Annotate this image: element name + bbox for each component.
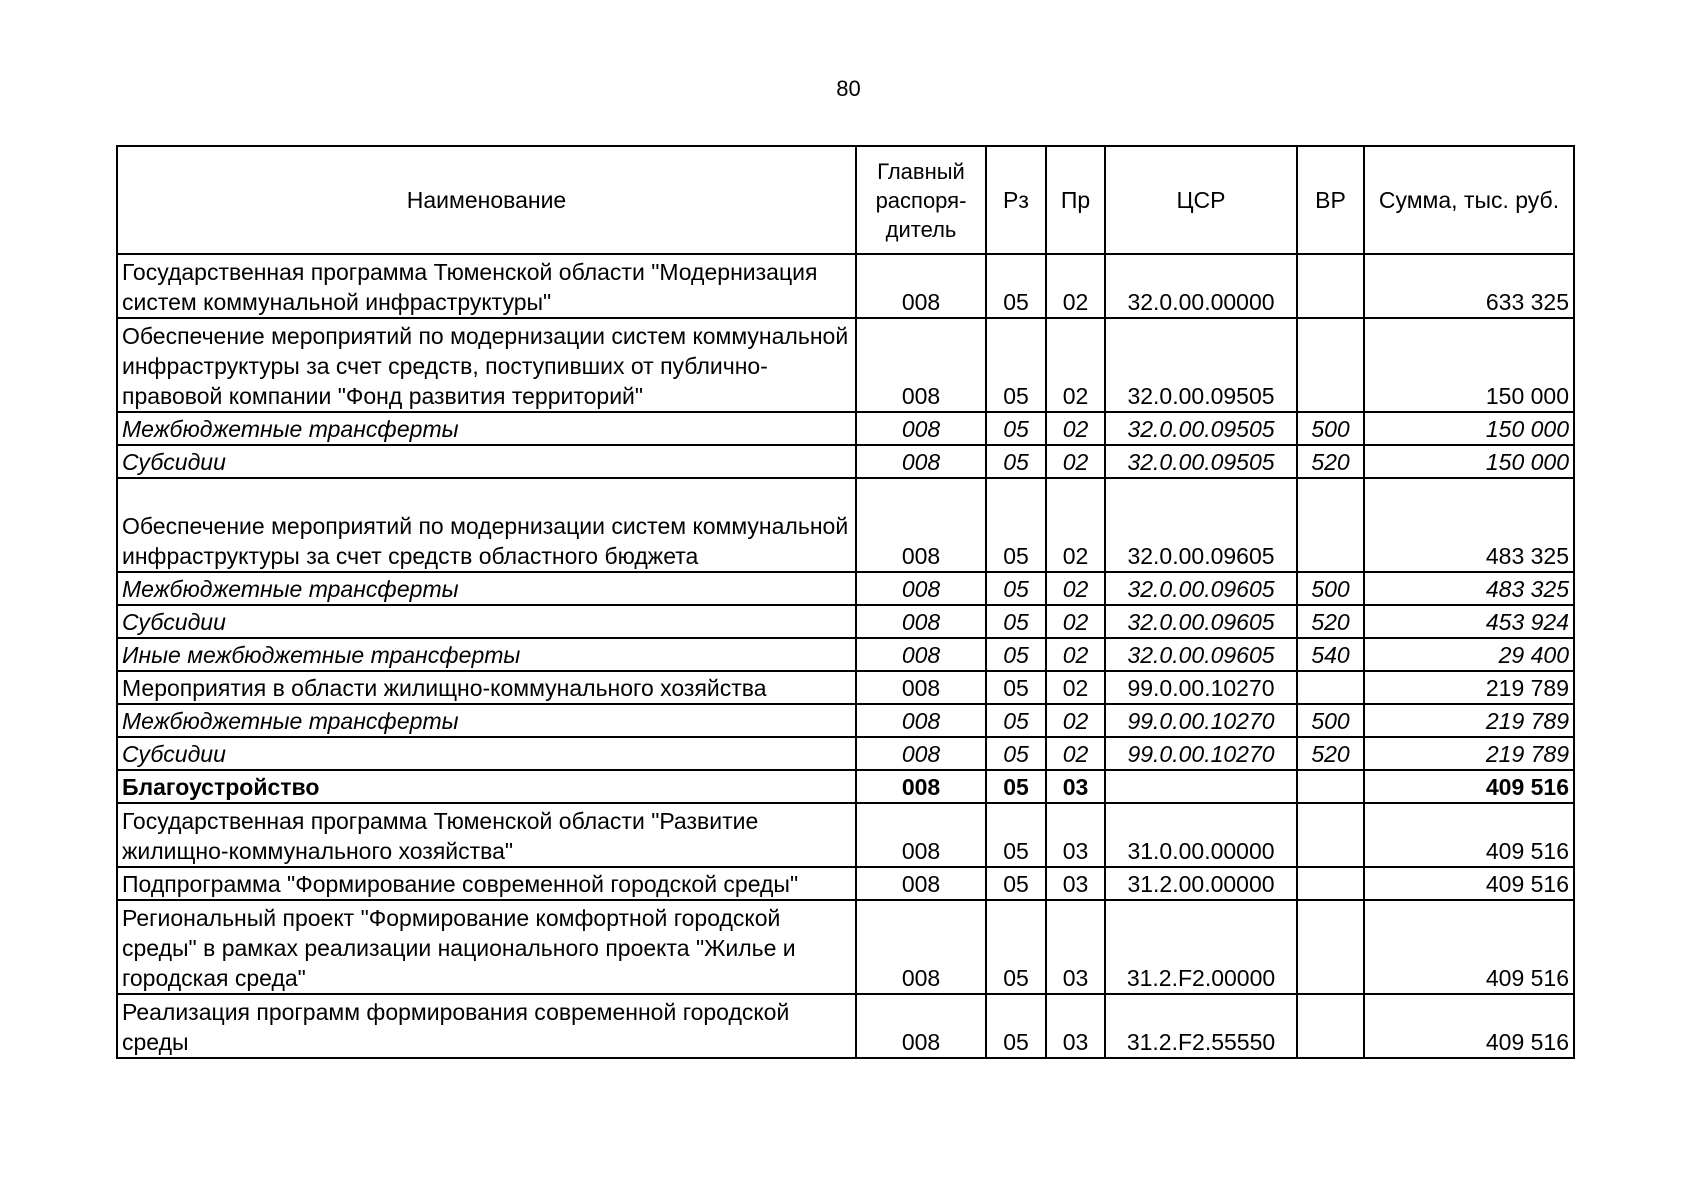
row-main-manager: 008 xyxy=(856,478,986,572)
row-sum: 219 789 xyxy=(1364,704,1574,737)
row-csr: 32.0.00.00000 xyxy=(1105,254,1297,318)
table-row xyxy=(117,671,1574,704)
row-name: Государственная программа Тюменской области "Развитие жилищно-коммунального хозяйства" xyxy=(117,803,856,867)
row-csr: 99.0.00.10270 xyxy=(1105,704,1297,737)
row-pr: 02 xyxy=(1046,318,1105,412)
row-vr xyxy=(1297,994,1364,1058)
header-csr: ЦСР xyxy=(1105,146,1297,254)
row-rz: 05 xyxy=(986,572,1046,605)
row-rz: 05 xyxy=(986,605,1046,638)
row-name: Обеспечение мероприятий по модернизации систем коммунальной инфраструктуры за счет средств, поступивших от публично-правовой компании "Фонд развития территорий" xyxy=(117,318,856,412)
row-main-manager: 008 xyxy=(856,605,986,638)
row-pr: 02 xyxy=(1046,572,1105,605)
header-vr: ВР xyxy=(1297,146,1364,254)
row-pr: 03 xyxy=(1046,803,1105,867)
row-sum: 219 789 xyxy=(1364,737,1574,770)
table-header-row xyxy=(117,146,1574,254)
row-sum: 150 000 xyxy=(1364,318,1574,412)
row-vr xyxy=(1297,318,1364,412)
table-row xyxy=(117,994,1574,1058)
table-row xyxy=(117,572,1574,605)
row-name: Межбюджетные трансферты xyxy=(117,704,856,737)
header-name: Наименование xyxy=(117,146,856,254)
table-row xyxy=(117,867,1574,900)
row-sum: 219 789 xyxy=(1364,671,1574,704)
table-row xyxy=(117,737,1574,770)
row-vr xyxy=(1297,770,1364,803)
row-sum: 409 516 xyxy=(1364,867,1574,900)
table-row xyxy=(117,445,1574,478)
row-main-manager: 008 xyxy=(856,704,986,737)
row-rz: 05 xyxy=(986,478,1046,572)
row-main-manager: 008 xyxy=(856,737,986,770)
row-main-manager: 008 xyxy=(856,803,986,867)
row-pr: 02 xyxy=(1046,478,1105,572)
row-name: Межбюджетные трансферты xyxy=(117,412,856,445)
row-name: Региональный проект "Формирование комфортной городской среды" в рамках реализации национального проекта "Жилье и городская среда" xyxy=(117,900,856,994)
row-vr xyxy=(1297,900,1364,994)
row-rz: 05 xyxy=(986,412,1046,445)
row-name: Субсидии xyxy=(117,737,856,770)
row-rz: 05 xyxy=(986,803,1046,867)
table-row xyxy=(117,605,1574,638)
row-csr: 99.0.00.10270 xyxy=(1105,737,1297,770)
table-row xyxy=(117,704,1574,737)
row-rz: 05 xyxy=(986,737,1046,770)
row-csr: 32.0.00.09505 xyxy=(1105,318,1297,412)
row-rz: 05 xyxy=(986,445,1046,478)
row-csr: 32.0.00.09605 xyxy=(1105,605,1297,638)
table-row xyxy=(117,318,1574,412)
row-vr: 540 xyxy=(1297,638,1364,671)
row-csr: 31.2.00.00000 xyxy=(1105,867,1297,900)
row-csr: 31.2.F2.55550 xyxy=(1105,994,1297,1058)
budget-table xyxy=(116,145,1575,1059)
page-number: 80 xyxy=(836,76,861,101)
row-sum: 409 516 xyxy=(1364,994,1574,1058)
row-vr xyxy=(1297,867,1364,900)
row-rz: 05 xyxy=(986,671,1046,704)
row-sum: 483 325 xyxy=(1364,572,1574,605)
row-vr: 500 xyxy=(1297,704,1364,737)
table-row xyxy=(117,803,1574,867)
row-vr: 520 xyxy=(1297,737,1364,770)
table-row xyxy=(117,478,1574,572)
row-pr: 02 xyxy=(1046,638,1105,671)
row-pr: 03 xyxy=(1046,867,1105,900)
row-name: Подпрограмма "Формирование современной городской среды" xyxy=(117,867,856,900)
row-name: Государственная программа Тюменской области "Модернизация систем коммунальной инфраструктуры" xyxy=(117,254,856,318)
row-vr xyxy=(1297,478,1364,572)
row-vr xyxy=(1297,803,1364,867)
table-row xyxy=(117,638,1574,671)
row-pr: 02 xyxy=(1046,671,1105,704)
row-main-manager: 008 xyxy=(856,572,986,605)
row-pr: 03 xyxy=(1046,900,1105,994)
row-sum: 409 516 xyxy=(1364,900,1574,994)
row-main-manager: 008 xyxy=(856,994,986,1058)
row-rz: 05 xyxy=(986,704,1046,737)
row-sum: 29 400 xyxy=(1364,638,1574,671)
table-row xyxy=(117,254,1574,318)
row-main-manager: 008 xyxy=(856,867,986,900)
row-csr: 32.0.00.09605 xyxy=(1105,478,1297,572)
row-vr: 500 xyxy=(1297,412,1364,445)
row-csr: 32.0.00.09505 xyxy=(1105,445,1297,478)
table-row xyxy=(117,900,1574,994)
row-main-manager: 008 xyxy=(856,770,986,803)
row-main-manager: 008 xyxy=(856,671,986,704)
row-vr: 520 xyxy=(1297,605,1364,638)
row-sum: 409 516 xyxy=(1364,770,1574,803)
header-pr: Пр xyxy=(1046,146,1105,254)
header-rz: Рз xyxy=(986,146,1046,254)
row-sum: 633 325 xyxy=(1364,254,1574,318)
row-csr: 32.0.00.09605 xyxy=(1105,572,1297,605)
row-name: Реализация программ формирования современной городской среды xyxy=(117,994,856,1058)
row-vr: 500 xyxy=(1297,572,1364,605)
row-main-manager: 008 xyxy=(856,318,986,412)
row-csr xyxy=(1105,770,1297,803)
row-name: Благоустройство xyxy=(117,770,856,803)
row-name: Субсидии xyxy=(117,605,856,638)
row-main-manager: 008 xyxy=(856,412,986,445)
row-name: Межбюджетные трансферты xyxy=(117,572,856,605)
row-sum: 409 516 xyxy=(1364,803,1574,867)
row-pr: 02 xyxy=(1046,445,1105,478)
row-csr: 31.0.00.00000 xyxy=(1105,803,1297,867)
row-pr: 02 xyxy=(1046,412,1105,445)
table-row xyxy=(117,412,1574,445)
row-name: Обеспечение мероприятий по модернизации систем коммунальной инфраструктуры за счет средств областного бюджета xyxy=(117,478,856,572)
row-name: Субсидии xyxy=(117,445,856,478)
row-main-manager: 008 xyxy=(856,900,986,994)
row-sum: 483 325 xyxy=(1364,478,1574,572)
header-sum: Сумма, тыс. руб. xyxy=(1364,146,1574,254)
row-csr: 31.2.F2.00000 xyxy=(1105,900,1297,994)
row-vr: 520 xyxy=(1297,445,1364,478)
table-row xyxy=(117,770,1574,803)
row-csr: 99.0.00.10270 xyxy=(1105,671,1297,704)
row-csr: 32.0.00.09505 xyxy=(1105,412,1297,445)
row-pr: 02 xyxy=(1046,605,1105,638)
row-csr: 32.0.00.09605 xyxy=(1105,638,1297,671)
row-sum: 150 000 xyxy=(1364,445,1574,478)
row-rz: 05 xyxy=(986,318,1046,412)
row-rz: 05 xyxy=(986,770,1046,803)
row-sum: 150 000 xyxy=(1364,412,1574,445)
row-rz: 05 xyxy=(986,254,1046,318)
row-pr: 02 xyxy=(1046,704,1105,737)
row-main-manager: 008 xyxy=(856,254,986,318)
row-rz: 05 xyxy=(986,900,1046,994)
row-rz: 05 xyxy=(986,638,1046,671)
row-vr xyxy=(1297,254,1364,318)
row-sum: 453 924 xyxy=(1364,605,1574,638)
row-pr: 03 xyxy=(1046,770,1105,803)
row-pr: 02 xyxy=(1046,737,1105,770)
row-pr: 02 xyxy=(1046,254,1105,318)
row-main-manager: 008 xyxy=(856,638,986,671)
row-name: Мероприятия в области жилищно-коммунального хозяйства xyxy=(117,671,856,704)
row-name: Иные межбюджетные трансферты xyxy=(117,638,856,671)
row-rz: 05 xyxy=(986,994,1046,1058)
row-rz: 05 xyxy=(986,867,1046,900)
header-main-manager: Главный распоря-дитель xyxy=(856,146,986,254)
row-main-manager: 008 xyxy=(856,445,986,478)
row-pr: 03 xyxy=(1046,994,1105,1058)
row-vr xyxy=(1297,671,1364,704)
